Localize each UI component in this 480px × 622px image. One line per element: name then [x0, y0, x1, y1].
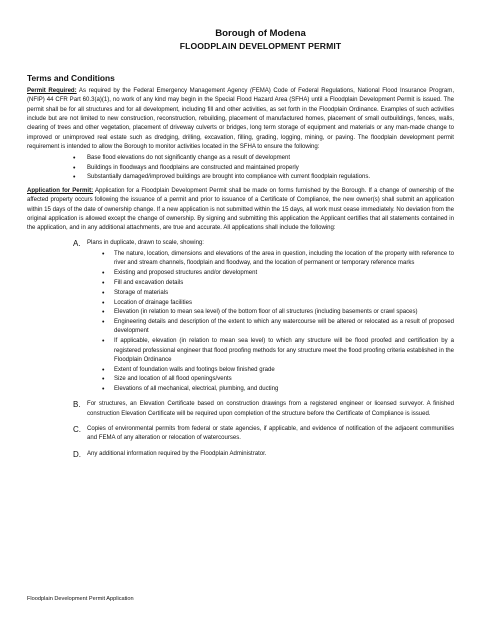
item-c — [73, 425, 454, 444]
item-letter: C. — [73, 425, 81, 435]
bullet-icon: • — [102, 270, 105, 278]
list-item: • Fill and excavation details — [102, 279, 184, 287]
permit-required-paragraph — [27, 87, 454, 152]
plans-list — [87, 250, 454, 394]
list-item: • Extent of foundation walls and footings below finished grade — [102, 366, 275, 374]
permit-required-lead: Permit Required: — [27, 88, 77, 94]
item-letter: D. — [73, 449, 81, 459]
bullet-icon: • — [102, 386, 105, 394]
list-item: • Storage of materials — [102, 289, 169, 297]
list-item: • Engineering details and description of the extent to which any watercourse will be altered or relocated as a result of proposed development — [102, 319, 454, 335]
list-item: • Size and location of all flood openings/vents — [102, 376, 232, 384]
item-letter: A. — [73, 238, 81, 248]
borough-title: Borough of Modena — [215, 28, 306, 39]
item-text: Plans in duplicate, drawn to scale, showing: — [87, 239, 204, 246]
item-letter: B. — [73, 400, 81, 410]
application-text: Application for a Floodplain Development Permit shall be made on forms furnished by the Borough. If a change of ownership of the affected property occurs following the issuance of a permit and prior to issuance of a Certificate of Compliance, the new owner(s) shall submit an application within 15 days of the date of ownership change. If a new application is not submitted within the 15 days, all work must cease immediately. No deviation from the original application is allowed except the change of ownership. By signing and submitting this application the Applicant certifies that all statements contained in the application, and in any additional attachments, are true and accurate. All applications shall include the following: — [27, 188, 454, 232]
permit-title: FLOODPLAIN DEVELOPMENT PERMIT — [179, 41, 342, 51]
bullet-icon: • — [102, 376, 105, 384]
list-item: • Location of drainage facilities — [102, 299, 192, 307]
bullet-icon: • — [73, 164, 76, 172]
item-text: For structures, an Elevation Certificate based on construction drawings from a registered engineer or licensed surveyor. A finished construction Elevation Certificate will be required upon completion of the structure before the Certificate of Compliance is issued. — [87, 401, 454, 417]
application-paragraph — [27, 187, 454, 234]
ensure-list — [27, 154, 454, 182]
item-d — [73, 450, 454, 459]
bullet-icon: • — [102, 319, 105, 327]
section-heading: Terms and Conditions — [27, 73, 115, 83]
bullet-icon: • — [102, 366, 105, 374]
item-a — [73, 239, 454, 395]
bullet-icon: • — [102, 251, 105, 259]
list-item: • Substantially damaged/improved buildings are brought into compliance with current floodplain regulations. — [73, 173, 371, 181]
item-text: Copies of environmental permits from federal or state agencies, if applicable, and evidence of notification of the adjacent communities and FEMA of any alteration or relocation of watercourses. — [87, 426, 454, 442]
list-item: • Buildings in floodways and floodplains are constructed and maintained properly — [73, 164, 299, 172]
bullet-icon: • — [102, 289, 105, 297]
permit-required-text: As required by the Federal Emergency Management Agency (FEMA) Code of Federal Regulations, National Flood Insurance Program, (NFIP) 44 CFR Part 60.3(a)(1), no work of any kind may begin in the Special Flood Hazard Area (SFHA) until a Floodplain Development Permit is issued. The permit shall be for all structures and for all development, including fill and other activities, as set forth in the Floodplain Ordinance. Examples of such activities include but are not limited to new construction, reconstruction, rebuilding, placement of manufactured homes, placement of small outbuildings, fences, walls, clearing of trees and other vegetation, placement of driveway culverts or bridges, long term storage of equipment and materials or any man-made change to improved or unimproved real estate such as dredging, drilling, excavation, filling, grading, logging, mining, or paving. The floodplain development permit requirement is intended to allow the Borough to monitor activities located in the SFHA to ensure the following: — [27, 88, 454, 151]
document-header — [67, 28, 454, 52]
bullet-icon: • — [102, 279, 105, 287]
bullet-icon: • — [73, 173, 76, 181]
list-item: • Elevation (in relation to mean sea level) of the bottom floor of all structures (including basements or crawl spaces) — [102, 309, 418, 317]
bullet-icon: • — [102, 338, 105, 346]
list-item: • Existing and proposed structures and/or development — [102, 270, 258, 278]
item-text: Any additional information required by the Floodplain Administrator. — [87, 450, 267, 457]
bullet-icon: • — [102, 309, 105, 317]
list-item: • Elevations of all mechanical, electrical, plumbing, and ducting — [102, 386, 279, 394]
list-item: • The nature, location, dimensions and elevations of the area in question, including the location of the property with reference to river and stream channels, floodplain and floodway, and the location of permanent or temporary reference marks — [102, 251, 454, 267]
list-item: • If applicable, elevation (in relation to mean sea level) to which any structure will be flood proofed and certification by a registered professional engineer that flood proofing methods for any structure meet the flood proofing criteria established in the Floodplain Ordinance — [102, 338, 454, 363]
list-item: • Base flood elevations do not significantly change as a result of development — [73, 155, 291, 163]
page-footer: Floodplain Development Permit Application — [27, 596, 134, 602]
bullet-icon: • — [102, 299, 105, 307]
item-b — [73, 400, 454, 419]
bullet-icon: • — [73, 155, 76, 163]
application-lead: Application for Permit: — [27, 188, 94, 195]
